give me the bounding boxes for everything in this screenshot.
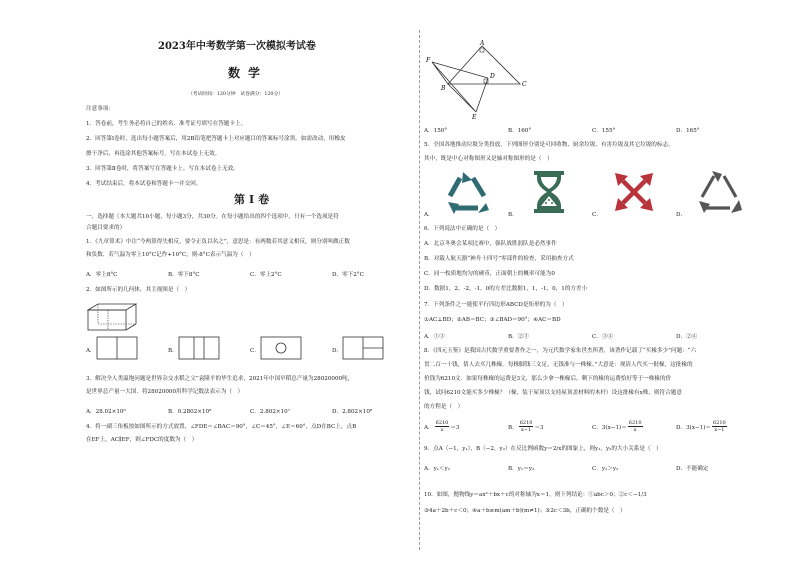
q2-option-c-view bbox=[260, 336, 302, 360]
section-instructions: 一、选择题（本大题共10小题，每小题3分，共30分。在每小题给出的四个选项中，只有一个选项是符 bbox=[86, 214, 339, 220]
fraction bbox=[519, 420, 534, 433]
numerator: 6210 bbox=[435, 420, 449, 426]
q3-stem: 3．解决全人类温饱问题是世界杂交水稻之父”袁隆平的毕生追求，2021年中国早稻总产量为28020000吨， bbox=[86, 376, 354, 382]
label-b: B bbox=[441, 85, 446, 92]
q7-stem: 7．下列条件之一能使平行四边形ABCD是矩形的为（ ） bbox=[424, 302, 568, 308]
section-instructions: 合题目要求的） bbox=[86, 225, 126, 231]
q9-option-d: D．不能确定 bbox=[676, 466, 709, 472]
q5-option-a: A． bbox=[424, 212, 434, 218]
label-f: F bbox=[426, 57, 431, 64]
q9-option-a: A．y₁＜y₂ bbox=[424, 466, 451, 472]
q3-stem: 是世界总产量一大国．将28020000用科学记数法表示为（ ） bbox=[86, 389, 244, 395]
q6-option-c: C．同一枚质地均匀的硬币，正面朝上的概率可能为0 bbox=[424, 271, 555, 277]
denominator: x bbox=[440, 427, 444, 433]
option-letter: B． bbox=[508, 424, 518, 431]
q7-conditions: ①AC⊥BD；②AB＝BC；③∠BAD＝90°；④AC＝BD bbox=[424, 317, 561, 323]
q2-option-b-view bbox=[178, 336, 220, 360]
subject-title: 数学 bbox=[228, 66, 269, 80]
note-item: 3．回答第Ⅱ卷时，将答案写在答题卡上。写在本试卷上无效。 bbox=[86, 166, 239, 172]
option-prefix: 3(x−1)＝ bbox=[601, 424, 627, 431]
left-column bbox=[86, 0, 416, 562]
note-item: 2．回答第Ⅰ卷时，选出每小题答案后，用2B铅笔把答题卡上对应题目的答案标号涂黑。如需改动，用橡皮 bbox=[86, 136, 346, 142]
q1-stem: 1．《九章算术》中注“今两算得失相反，要令正负以名之”，意思是：有两数若其意义相反，则分别叫做正数 bbox=[86, 239, 350, 245]
q3-option-d: D．2.802×10⁸ bbox=[332, 409, 373, 415]
q8-stem: 8．《四元玉鉴》是我国古代数学重要著作之一，为元代数学家朱世杰所著，该著作记载了“买椽多少”问题：“六 bbox=[424, 348, 697, 354]
exam-meta: （考试时间：120分钟 试卷满分：120分） bbox=[188, 92, 284, 97]
q6-stem: 6．下列说法中正确的是（ ） bbox=[424, 226, 501, 232]
q8-stem: 的方程是（ ） bbox=[424, 404, 464, 410]
fraction bbox=[435, 420, 450, 433]
q6-option-d: D．数据1，2，-2，-1，0的方差比数据1，1，-1，0，1的方差小 bbox=[424, 286, 588, 292]
triangle-recycle-icon bbox=[696, 170, 742, 214]
label-a: A bbox=[480, 40, 485, 47]
q4-option-b: B．160° bbox=[508, 128, 532, 134]
right-column bbox=[424, 0, 760, 562]
q4-stem: 4．将一副三角板按如图所示的方式放置，∠FDE＝∠BAC＝90°，∠C＝45°，∠E＝60°，点D在BC上，点B bbox=[86, 424, 357, 430]
notes-heading: 注意事项： bbox=[86, 106, 114, 112]
q10-stem: 10．如图，抛物线y＝ax²＋bx＋c的对称轴为x＝1，则下列结论：①abc＞0；②c＜−1/3 bbox=[424, 492, 647, 498]
denominator: x−1 bbox=[520, 427, 532, 433]
section-title: 第Ⅰ卷 bbox=[234, 193, 274, 206]
label-c: C bbox=[522, 81, 527, 88]
q3-option-a: A．28.02×10⁶ bbox=[86, 409, 126, 415]
q2-stem: 2．如图所示的几何体，其主视图是（ ） bbox=[86, 287, 191, 293]
q1-option-a: A．零上8°C bbox=[86, 272, 118, 278]
q4-option-a: A．150° bbox=[424, 128, 448, 134]
option-letter: C． bbox=[592, 424, 602, 431]
fraction bbox=[712, 420, 727, 433]
label-e: E bbox=[472, 114, 477, 120]
q2-option-a-view bbox=[96, 336, 138, 360]
q7-option-b: B．②③ bbox=[508, 334, 529, 340]
q8-option-b bbox=[508, 420, 544, 433]
cross-arrows-icon bbox=[614, 172, 654, 212]
q1-option-c: C．零上2°C bbox=[250, 272, 282, 278]
q4-option-d: D．165° bbox=[676, 128, 700, 134]
label-d: D bbox=[490, 73, 495, 80]
option-letter: D． bbox=[676, 424, 687, 431]
q4-stem: 在EF上，AC∥EF，则∠FDC的度数为（ ） bbox=[86, 437, 198, 443]
column-divider bbox=[419, 30, 420, 550]
q4-triangle-figure bbox=[424, 40, 534, 120]
denominator: x−1 bbox=[714, 427, 725, 433]
option-letter: A． bbox=[424, 424, 434, 431]
note-item: 4．考试结束后，将本试卷和答题卡一并交回。 bbox=[86, 181, 202, 187]
q5-stem: 其中，既是中心对称图形又是轴对称图形的是（ ） bbox=[424, 156, 553, 162]
note-item: 擦干净后，再选涂其他答案标号。写在本试卷上无效。 bbox=[86, 151, 221, 157]
q5-option-b: B． bbox=[508, 212, 518, 218]
q6-option-a: A．北京冬奥会某项比赛中，强队战胜弱队是必然事件 bbox=[424, 241, 557, 247]
q8-stem: 钱，试问6210文能买多少株椽？（椽，装于屋顶以支持屋顶盖材料的木杆）设这批椽有x株，则符合题意 bbox=[424, 390, 682, 396]
hourglass-icon bbox=[532, 170, 566, 214]
q2-option-c: C． bbox=[250, 348, 260, 354]
q8-option-c bbox=[592, 420, 644, 433]
numerator: 6210 bbox=[628, 420, 642, 426]
page-title: 2023年中考数学第一次模拟考试卷 bbox=[158, 41, 316, 52]
q2-solid-figure bbox=[86, 302, 138, 332]
q1-option-d: D．零下2°C bbox=[332, 272, 364, 278]
q3-option-b: B．0.2802×10⁸ bbox=[168, 409, 212, 415]
option-tail: ＝3 bbox=[450, 424, 460, 431]
q10-stem: ③4a＋2b＋c＜0；④a＋b≥m(am＋b)(m≠1)；⑤2c＜3b，正确的个数是（ ） bbox=[424, 508, 626, 514]
q3-option-c: C．2.802×10⁷ bbox=[250, 409, 290, 415]
q2-option-d-view bbox=[342, 336, 384, 360]
q2-option-b: B． bbox=[168, 348, 178, 354]
note-item: 1．答卷前，考生务必将自己的姓名、准考证号填写在答题卡上。 bbox=[86, 121, 247, 127]
q5-option-d: D． bbox=[676, 212, 687, 218]
denominator: x bbox=[633, 427, 637, 433]
q8-option-a bbox=[424, 420, 460, 433]
q1-option-b: B．零下8°C bbox=[168, 272, 200, 278]
q6-option-b: B．对载人航天器“神舟十四号”零部件的检查，采用抽查方式 bbox=[424, 256, 574, 262]
recycle-icon bbox=[444, 170, 490, 214]
numerator: 6210 bbox=[713, 420, 726, 426]
q9-stem: 9．点A（−1，y₁），B（−2，y₂）在反比例函数y＝2/x的图象上，则y₁，y₂的大小关系是（ ） bbox=[424, 446, 662, 452]
q7-option-a: A．①③ bbox=[424, 334, 445, 340]
q8-stem: 贯二百一十钱，倩人去买几株椽。每株脚钱三文足，无钱准与一株椽。”大意是：现请人代买一批椽，这批椽的 bbox=[424, 362, 693, 368]
numerator: 6210 bbox=[519, 420, 533, 426]
q8-option-d bbox=[676, 420, 728, 433]
q2-option-a: A． bbox=[86, 348, 96, 354]
q9-option-c: C．y₁＞y₂ bbox=[592, 466, 619, 472]
q5-option-c: C． bbox=[592, 212, 602, 218]
q4-option-c: C．155° bbox=[592, 128, 616, 134]
q7-option-c: C．③④ bbox=[592, 334, 614, 340]
option-tail: ＝3 bbox=[534, 424, 544, 431]
q1-stem: 和负数．若气温为零上10°C记作+10°C，则-8°C表示气温为（ ） bbox=[86, 252, 255, 258]
option-prefix: 3(x−1)＝ bbox=[686, 424, 712, 431]
q8-stem: 价钱为6210文．如果每株椽的运费是3文，那么少拿一株椽后，剩下的椽的运费恰好等于一株椽的价 bbox=[424, 376, 672, 382]
q9-option-b: B．y₁＝y₂ bbox=[508, 466, 535, 472]
q2-option-d: D． bbox=[332, 348, 343, 354]
q7-option-d: D．②④ bbox=[676, 334, 698, 340]
fraction bbox=[628, 420, 643, 433]
q5-stem: 5．全国各地推动垃圾分类投放，下列图形分别是可回收物、厨余垃圾、有害垃圾及其它垃圾的标志， bbox=[424, 142, 674, 148]
